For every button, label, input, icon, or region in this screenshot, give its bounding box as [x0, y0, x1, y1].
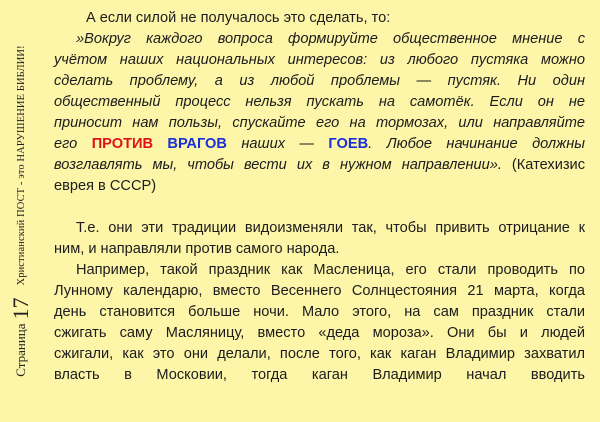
- quote-text: возглавлять мы, чтобы вести их в нужном направлении».: [54, 157, 502, 173]
- quote-line: »Вокруг каждого вопроса формируйте общественное мнение с: [76, 31, 585, 47]
- paragraph: [54, 218, 585, 260]
- paragraph-line: власть в Московии, тогда каган Владимир начал вводить: [54, 367, 585, 383]
- quote-line-highlighted: [54, 134, 585, 155]
- citation-text: (Катехизис: [501, 157, 585, 173]
- paragraph-gap: [54, 197, 585, 218]
- paragraph-line: Т.е. они эти традиции видоизменяли так, чтобы привить отрицание к: [76, 220, 585, 236]
- page-margin: [4, 0, 38, 422]
- highlight-red: ПРОТИВ: [91, 136, 154, 152]
- quote-line: учётом наших национальных интересов: из любого пустяка можно: [54, 52, 585, 68]
- paragraph-line: Лунному календарю, вместо Весеннего Солнцестояния 21 марта, когда: [54, 283, 585, 299]
- paragraph-quote: [54, 8, 585, 197]
- paragraph-line: Например, такой праздник как Масленица, его стали проводить по: [76, 262, 585, 278]
- highlight-blue: ГОЕВ: [328, 136, 369, 152]
- highlight-blue: ВРАГОВ: [167, 136, 227, 152]
- page-number: 17: [8, 297, 33, 320]
- quote-text: . Любое начинание должны: [368, 136, 585, 152]
- quote-text: наших —: [241, 136, 315, 152]
- paragraph-line: день становится больше ночи. Мало этого, на сам праздник стали: [54, 304, 585, 320]
- page-label: Страница: [13, 323, 28, 377]
- paragraph-line: А если силой не получалось это сделать, то:: [86, 10, 391, 26]
- page-body: [54, 8, 585, 386]
- citation-line: еврея в СССР): [54, 178, 157, 194]
- quote-line: сделать проблему, а из любой проблемы — пустяк. Ни один: [54, 73, 585, 89]
- quote-line: общественный процесс нельзя пускать на самотёк. Если он не: [54, 94, 585, 110]
- quote-text: его: [54, 136, 78, 152]
- paragraph-line: сжигали, как это они делали, после того, как каган Владимир захватил: [54, 346, 585, 362]
- vertical-margin-text: [4, 0, 38, 422]
- quote-line: приносит нам пользы, спускайте его на тормозах, или направляйте: [54, 115, 585, 131]
- paragraph: [54, 260, 585, 386]
- quote-line: [54, 155, 585, 176]
- paragraph-line: сжигать саму Масляницу, вместо «деда мороза». Они бы и людей: [54, 325, 585, 341]
- paragraph-line: ним, и направляли против самого народа.: [54, 241, 340, 257]
- book-title: Христианский ПОСТ - это НАРУШЕНИЕ БИБЛИИ!: [15, 45, 27, 286]
